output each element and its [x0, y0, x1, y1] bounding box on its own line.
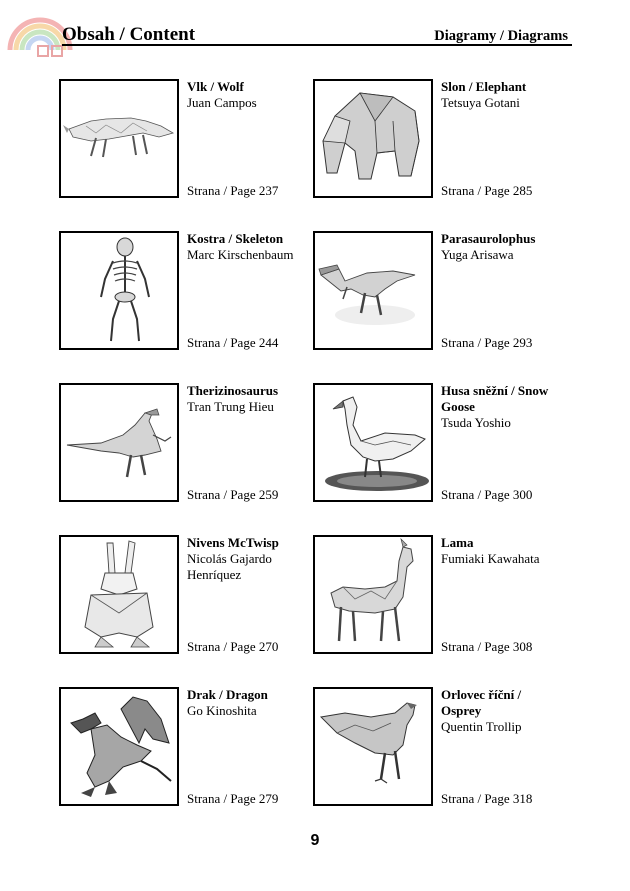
entry-skeleton — [59, 231, 309, 352]
header-divider — [62, 44, 572, 46]
entry-parasaurolophus — [313, 231, 563, 352]
entry-wolf — [59, 79, 309, 200]
entry-title — [187, 383, 309, 415]
entry-lama — [313, 535, 563, 656]
entry-title — [187, 231, 309, 263]
entry-author: Go Kinoshita — [187, 703, 257, 718]
osprey-icon — [313, 687, 433, 806]
entry-elephant — [313, 79, 563, 200]
entry-page: Strana / Page 237 — [187, 183, 279, 198]
entry-osprey — [313, 687, 563, 808]
page-number: 9 — [310, 832, 320, 849]
entry-author: Quentin Trollip — [441, 719, 522, 734]
entry-page: Strana / Page 244 — [187, 335, 279, 350]
entry-title-text: Nivens McTwisp — [187, 535, 279, 550]
parasaurolophus-icon — [313, 231, 433, 350]
entry-dragon — [59, 687, 309, 808]
entry-title — [441, 383, 563, 431]
entry-author: Fumiaki Kawahata — [441, 551, 540, 566]
entry-title — [441, 687, 563, 735]
entry-title-text: Drak / Dragon — [187, 687, 268, 702]
dragon-icon — [59, 687, 179, 806]
entry-title-text: Kostra / Skeleton — [187, 231, 284, 246]
entry-page: Strana / Page 293 — [441, 335, 533, 350]
entry-therizinosaurus — [59, 383, 309, 504]
entry-author: Marc Kirschenbaum — [187, 247, 294, 262]
entry-page: Strana / Page 270 — [187, 639, 279, 654]
entry-page: Strana / Page 308 — [441, 639, 533, 654]
entry-author: Tran Trung Hieu — [187, 399, 274, 414]
entry-title — [441, 535, 563, 567]
entry-title-text: Husa sněžní / Snow Goose — [441, 383, 549, 414]
entry-snow-goose — [313, 383, 563, 504]
entry-author: Juan Campos — [187, 95, 257, 110]
wolf-icon — [59, 79, 179, 198]
content-heading: Obsah / Content — [62, 24, 196, 45]
entry-title — [441, 79, 563, 111]
goose-icon — [313, 383, 433, 502]
entry-title-text: Vlk / Wolf — [187, 79, 244, 94]
entry-title-text: Therizinosaurus — [187, 383, 279, 398]
entry-author: Tetsuya Gotani — [441, 95, 520, 110]
entry-page: Strana / Page 279 — [187, 791, 279, 806]
entry-title-text: Slon / Elephant — [441, 79, 527, 94]
entry-nivens-mctwisp — [59, 535, 309, 656]
entry-title — [187, 687, 309, 719]
entry-page: Strana / Page 300 — [441, 487, 533, 502]
diagrams-heading: Diagramy / Diagrams — [434, 28, 568, 44]
entry-title-text: Lama — [441, 535, 474, 550]
entry-page: Strana / Page 285 — [441, 183, 533, 198]
entry-page: Strana / Page 259 — [187, 487, 279, 502]
entry-title-text: Orlovec říční / Osprey — [441, 687, 522, 718]
therizinosaurus-icon — [59, 383, 179, 502]
entry-title — [187, 535, 309, 583]
entry-author: Tsuda Yoshio — [441, 415, 511, 430]
skeleton-icon — [59, 231, 179, 350]
entry-title-text: Parasaurolophus — [441, 231, 536, 246]
llama-icon — [313, 535, 433, 654]
entry-author: Yuga Arisawa — [441, 247, 514, 262]
entry-title — [441, 231, 563, 263]
entry-title — [187, 79, 309, 111]
rabbit-icon — [59, 535, 179, 654]
elephant-icon — [313, 79, 433, 198]
entry-author: Nicolás Gajardo Henríquez — [187, 551, 272, 582]
entry-page: Strana / Page 318 — [441, 791, 533, 806]
